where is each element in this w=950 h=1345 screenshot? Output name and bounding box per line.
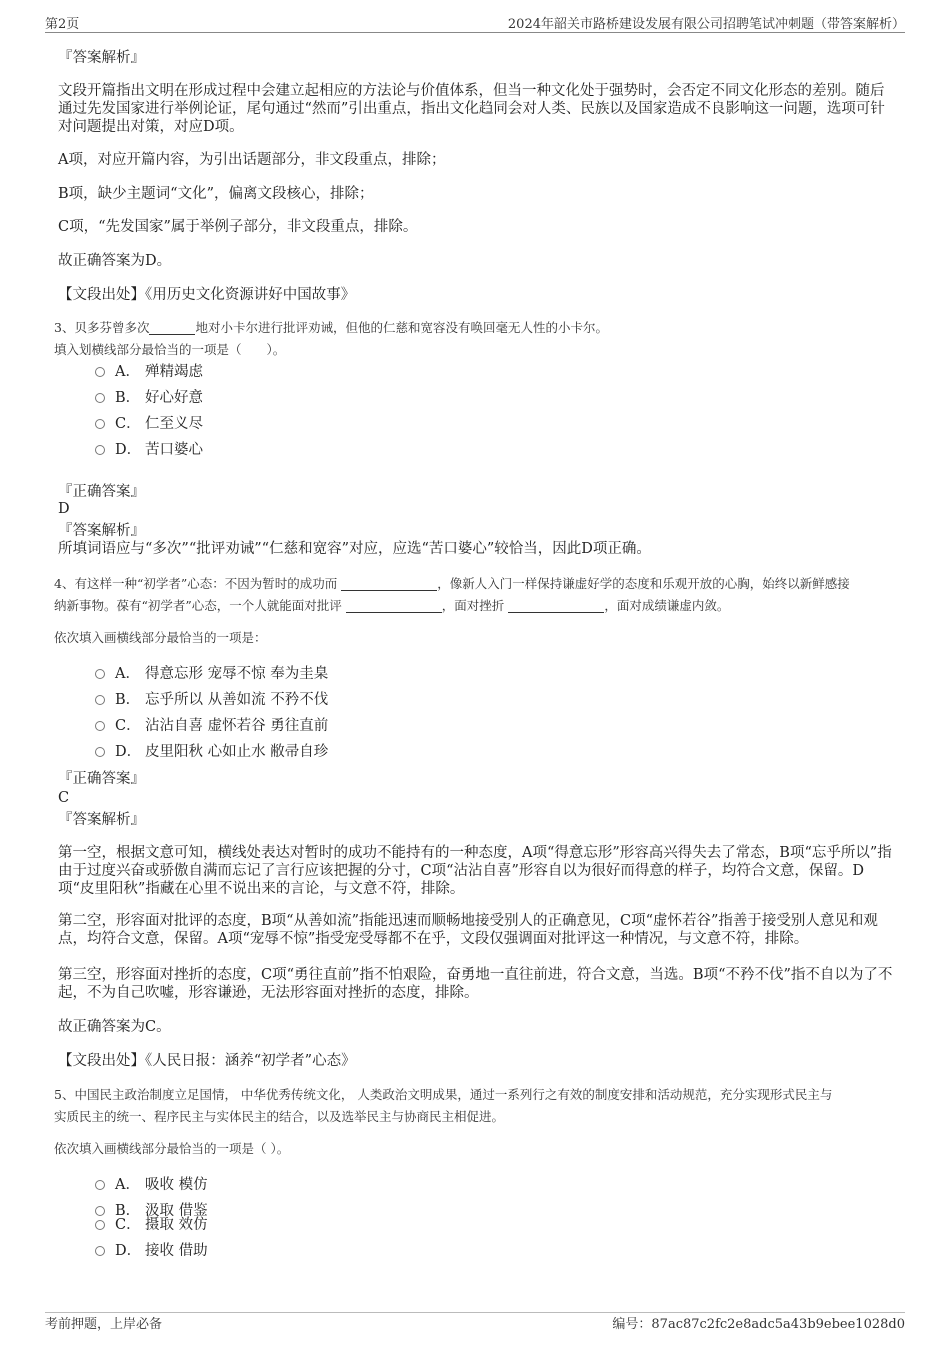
q5-option-a[interactable]: A． 吸收 模仿 <box>95 1176 208 1194</box>
footer-serial-number: 编号：87ac87c2fc2e8adc5a43b9ebee1028d0 <box>612 1317 905 1332</box>
q3-option-b[interactable]: B． 好心好意 <box>95 389 203 407</box>
radio-button-icon[interactable] <box>95 1246 105 1256</box>
q4-blank-1 <box>341 577 437 591</box>
q4-blank-2 <box>346 599 442 613</box>
q5-option-b[interactable]: B． 汲取 借鉴 <box>95 1202 208 1220</box>
q4-source: 【文段出处】《人民日报：涵养“初学者”心态》 <box>58 1053 356 1069</box>
radio-button-icon[interactable] <box>95 445 105 455</box>
q3-stem <box>54 316 899 339</box>
radio-button-icon[interactable] <box>95 747 105 757</box>
q3-stem-before: 3、贝多芬曾多次 <box>54 320 150 335</box>
radio-button-icon[interactable] <box>95 695 105 705</box>
q4-instruction: 依次填入画横线部分最恰当的一项是： <box>54 630 267 645</box>
q4-option-c[interactable]: C． 沾沾自喜 虚怀若谷 勇往直前 <box>95 717 328 735</box>
q3-answer-label: 『正确答案』 <box>58 484 145 500</box>
q2-analysis-option-a: A项，对应开篇内容，为引出话题部分，非文段重点，排除； <box>58 152 446 168</box>
q5-option-c[interactable]: C． 摄取 效仿 <box>95 1216 208 1234</box>
q4-option-a[interactable]: A． 得意忘形 宠辱不惊 奉为圭臬 <box>95 665 328 683</box>
q3-option-d[interactable]: D． 苦口婆心 <box>95 441 203 459</box>
q4-analysis-blank3: 第三空，形容面对挫折的态度，C项“勇往直前”指不怕艰险，奋勇地一直往前进，符合文意，当选。B项“不矜不伐”指不自以为了不起，不为自己吹嘘，形容谦逊，无法形容面对挫折的态度，排除。 <box>58 967 893 1001</box>
radio-button-icon[interactable] <box>95 669 105 679</box>
document-title: 2024年韶关市路桥建设发展有限公司招聘笔试冲刺题（带答案解析） <box>507 17 905 32</box>
q2-analysis-option-c: C项，“先发国家”属于举例子部分，非文段重点，排除。 <box>58 219 418 235</box>
q4-analysis-blank1: 第一空，根据文意可知，横线处表达对暂时的成功不能持有的一种态度，A项“得意忘形”形容高兴得失去了常态，B项“忘乎所以”指由于过度兴奋或骄傲自满而忘记了言行应该把握的分寸，C项“沾沾自喜”形容自以为很好而得意的样子，均符合文意，保留。D项“皮里阳秋”指藏在心里不说出来的言论，与文意不符，排除。 <box>58 845 892 897</box>
q2-conclusion: 故正确答案为D。 <box>58 253 172 269</box>
q4-analysis-label: 『答案解析』 <box>58 812 145 828</box>
q5-stem-line2: 实质民主的统一、程序民主与实体民主的结合，以及选举民主与协商民主相促进。 <box>54 1109 505 1124</box>
q2-source: 【文段出处】《用历史文化资源讲好中国故事》 <box>58 287 356 303</box>
page-number: 第2页 <box>45 17 80 32</box>
q3-instruction: 填入划横线部分最恰当的一项是（ ）。 <box>54 342 286 357</box>
q4-option-b[interactable]: B． 忘乎所以 从善如流 不矜不伐 <box>95 691 328 709</box>
q3-analysis: 所填词语应与“多次”“批评劝诫”“仁慈和宽容”对应，应选“苦口婆心”较恰当，因此D项正确。 <box>58 541 651 557</box>
q3-analysis-label: 『答案解析』 <box>58 523 145 539</box>
q4-answer-label: 『正确答案』 <box>58 771 145 787</box>
q5-option-d[interactable]: D． 接收 借助 <box>95 1242 208 1260</box>
q2-analysis-option-b: B项，缺少主题词“文化”，偏离文段核心，排除； <box>58 186 374 202</box>
footer-slogan: 考前押题，上岸必备 <box>45 1317 163 1332</box>
q3-option-a[interactable]: A． 殚精竭虑 <box>95 363 203 381</box>
q3-stem-after: 地对小卡尔进行批评劝诫，但他的仁慈和宽容没有唤回毫无人性的小卡尔。 <box>195 320 608 335</box>
radio-button-icon[interactable] <box>95 393 105 403</box>
q4-analysis-blank2: 第二空，形容面对批评的态度，B项“从善如流”指能迅速而顺畅地接受别人的正确意见，C项“虚怀若谷”指善于接受别人意见和观点，均符合文意，保留。A项“宠辱不惊”指受宠受辱都不在乎，文段仅强调面对批评这一种情况，与文意不符，排除。 <box>58 913 878 947</box>
q5-stem-line1: 5、中国民主政治制度立足国情， 中华优秀传统文化， 人类政治文明成果，通过一系列行之有效的制度安排和活动规范，充分实现形式民主与 <box>54 1087 833 1102</box>
q2-analysis-label: 『答案解析』 <box>58 50 145 66</box>
header-divider <box>45 32 905 33</box>
radio-button-icon[interactable] <box>95 1206 105 1216</box>
q4-stem-line1: 4、有这样一种“初学者”心态：不因为暂时的成功而 ，像新人入门一样保持谦虚好学的态度和乐观开放的心胸，始终以新鲜感接 <box>54 576 850 591</box>
q5-instruction: 依次填入画横线部分最恰当的一项是（ ）。 <box>54 1141 290 1156</box>
radio-button-icon[interactable] <box>95 1180 105 1190</box>
radio-button-icon[interactable] <box>95 1220 105 1230</box>
q3-blank <box>149 321 195 335</box>
q4-answer: C <box>58 790 70 806</box>
radio-button-icon[interactable] <box>95 367 105 377</box>
radio-button-icon[interactable] <box>95 721 105 731</box>
q4-blank-3 <box>508 599 604 613</box>
q3-option-c[interactable]: C． 仁至义尽 <box>95 415 203 433</box>
radio-button-icon[interactable] <box>95 419 105 429</box>
q4-conclusion: 故正确答案为C。 <box>58 1019 171 1035</box>
q2-analysis-paragraph: 文段开篇指出文明在形成过程中会建立起相应的方法论与价值体系，但当一种文化处于强势时，会否定不同文化形态的差别。随后通过先发国家进行举例论证，尾句通过“然而”引出重点，指出文化趋同会对人类、民族以及国家造成不良影响这一问题，选项可针对问题提出对策，对应D项。 <box>58 83 885 135</box>
q4-option-d[interactable]: D． 皮里阳秋 心如止水 敝帚自珍 <box>95 743 328 761</box>
q3-answer: D <box>58 501 70 517</box>
q4-stem-line2: 纳新事物。葆有“初学者”心态，一个人就能面对批评 ，面对挫折 ，面对成绩谦虚内敛。 <box>54 598 730 613</box>
